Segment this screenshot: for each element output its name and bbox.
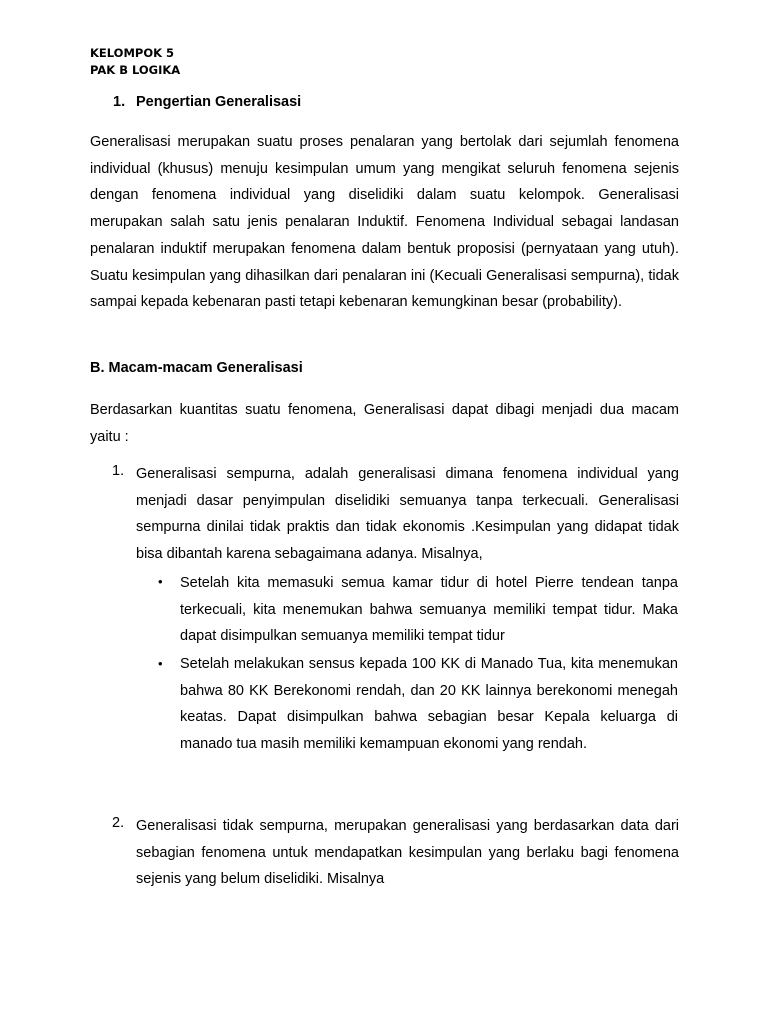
- header-group: KELOMPOK 5: [90, 46, 175, 60]
- bullet-item-text: Setelah melakukan sensus kepada 100 KK di Manado Tua, kita menemukan bahwa 80 KK Berekonomi rendah, dan 20 KK lainnya berekonomi menegah keatas. Dapat disimpulkan bahwa sebagian besar Kepala keluarga di manado tua masih memiliki kemampuan ekonomi yang rendah.: [180, 656, 678, 753]
- bullet-icon: •: [158, 656, 163, 671]
- list-item-text: Generalisasi tidak sempurna, merupakan generalisasi yang berdasarkan data dari sebagian fenomena untuk mendapatkan kesimpulan yang berlaku bagi fenomena sejenis yang belum diselidiki. Misalnya: [136, 818, 679, 888]
- section1-paragraph: Generalisasi merupakan suatu proses penalaran yang bertolak dari sejumlah fenomena individual (khusus) menuju kesimpulan umum yang mengikat seluruh fenomena sejenis dengan fenomena individual yang diselidiki dalam suatu kelompok. Generalisasi merupakan salah satu jenis penalaran Induktif. Fenomena Individual sebagai landasan penalaran induktif merupakan fenomena dalam bentuk proposisi (pernyataan yang utuh). Suatu kesimpulan yang dihasilkan dari penalaran ini (Kecuali Generalisasi sempurna), tidak sampai kepada kebenaran pasti tetapi kebenaran kemungkinan besar (probability).: [90, 134, 679, 311]
- sectionB-intro: Berdasarkan kuantitas suatu fenomena, Generalisasi dapat dibagi menjadi dua macam yaitu :: [90, 402, 679, 445]
- sectionB-title: B. Macam-macam Generalisasi: [90, 360, 303, 376]
- list-item-text: Generalisasi sempurna, adalah generalisasi dimana fenomena individual yang menjadi dasar penyimpulan diselidiki semuanya tanpa terkecuali. Generalisasi sempurna dinilai tidak praktis dan tidak ekonomis .Kesimpulan yang didapat tidak bisa dibantah karena sebagaimana adanya. Misalnya,: [136, 466, 679, 563]
- section1-title: Pengertian Generalisasi: [136, 94, 302, 110]
- bullet-item-text: Setelah kita memasuki semua kamar tidur di hotel Pierre tendean tanpa terkecuali, kita menemukan bahwa semuanya memiliki tempat tidur. Maka dapat disimpulkan semuanya memiliki tempat tidur: [180, 575, 678, 645]
- bullet-icon: •: [158, 574, 163, 589]
- list-item-number: 1.: [112, 463, 125, 479]
- header-course: PAK B LOGIKA: [90, 63, 181, 77]
- list-item-number: 2.: [112, 815, 125, 831]
- section1-number: 1.: [113, 94, 126, 110]
